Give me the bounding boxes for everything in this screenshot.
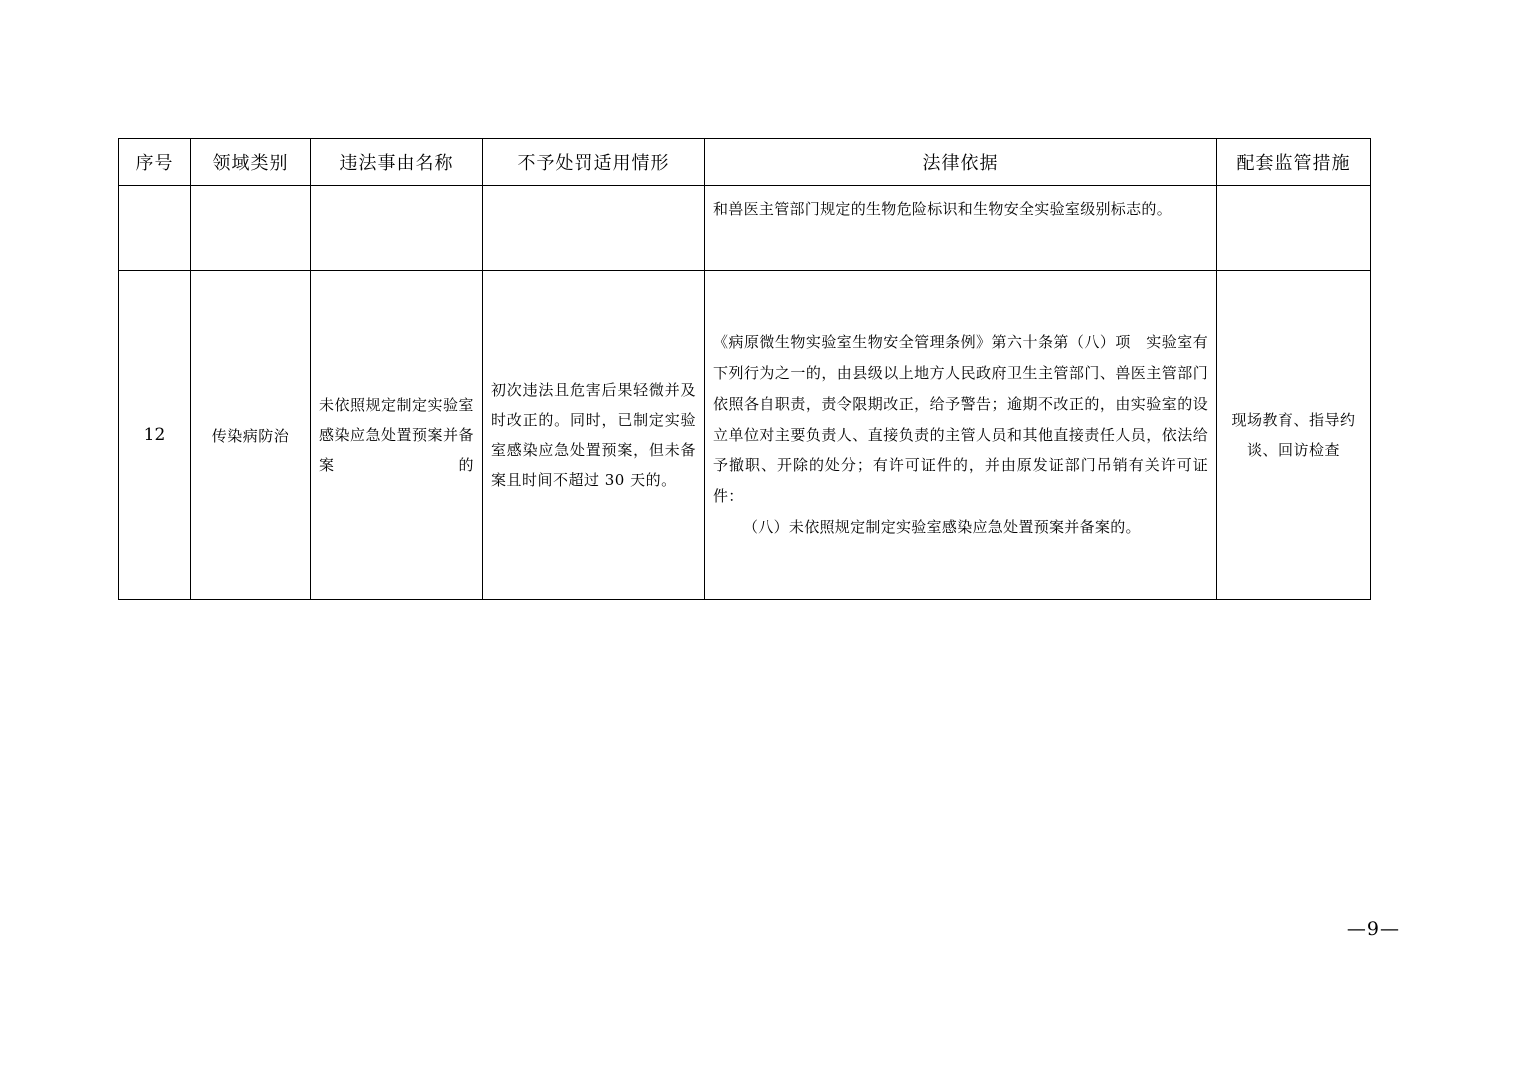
cell-seq bbox=[119, 186, 191, 271]
cell-domain: 传染病防治 bbox=[191, 271, 311, 600]
cell-reason: 未依照规定制定实验室感染应急处置预案并备案的 bbox=[311, 271, 483, 600]
penalty-exemption-table bbox=[118, 138, 1371, 600]
column-header-reason: 违法事由名称 bbox=[311, 139, 483, 186]
cell-law-continued: 和兽医主管部门规定的生物危险标识和生物安全实验室级别标志的。 bbox=[705, 186, 1217, 271]
table-header bbox=[119, 139, 1371, 186]
cell-measure: 现场教育、指导约谈、回访检查 bbox=[1217, 271, 1371, 600]
cell-law bbox=[705, 271, 1217, 600]
law-paragraph-item: （八）未依照规定制定实验室感染应急处置预案并备案的。 bbox=[743, 517, 1141, 536]
column-header-measure: 配套监管措施 bbox=[1217, 139, 1371, 186]
cell-domain bbox=[191, 186, 311, 271]
column-header-seq: 序号 bbox=[119, 139, 191, 186]
page-number: —9— bbox=[1346, 918, 1400, 940]
cell-measure bbox=[1217, 186, 1371, 271]
column-header-case: 不予处罚适用情形 bbox=[483, 139, 705, 186]
table-body bbox=[119, 186, 1371, 600]
cell-reason bbox=[311, 186, 483, 271]
column-header-domain: 领域类别 bbox=[191, 139, 311, 186]
cell-case bbox=[483, 186, 705, 271]
cell-seq: 12 bbox=[119, 271, 191, 600]
table-row bbox=[119, 271, 1371, 600]
table-header-row bbox=[119, 139, 1371, 186]
law-paragraph-main: 《病原微生物实验室生物安全管理条例》第六十条第（八）项 实验室有下列行为之一的，由县级以上地方人民政府卫生主管部门、兽医主管部门依照各自职责，责令限期改正，给予警告；逾期不改正的，由实验室的设立单位对主要负责人、直接负责的主管人员和其他直接责任人员，依法给予撤职、开除的处分；有许可证件的，并由原发证部门吊销有关许可证件： bbox=[713, 333, 1208, 506]
table-row bbox=[119, 186, 1371, 271]
column-header-law: 法律依据 bbox=[705, 139, 1217, 186]
cell-case: 初次违法且危害后果轻微并及时改正的。同时，已制定实验室感染应急处置预案，但未备案且时间不超过 30 天的。 bbox=[483, 271, 705, 600]
